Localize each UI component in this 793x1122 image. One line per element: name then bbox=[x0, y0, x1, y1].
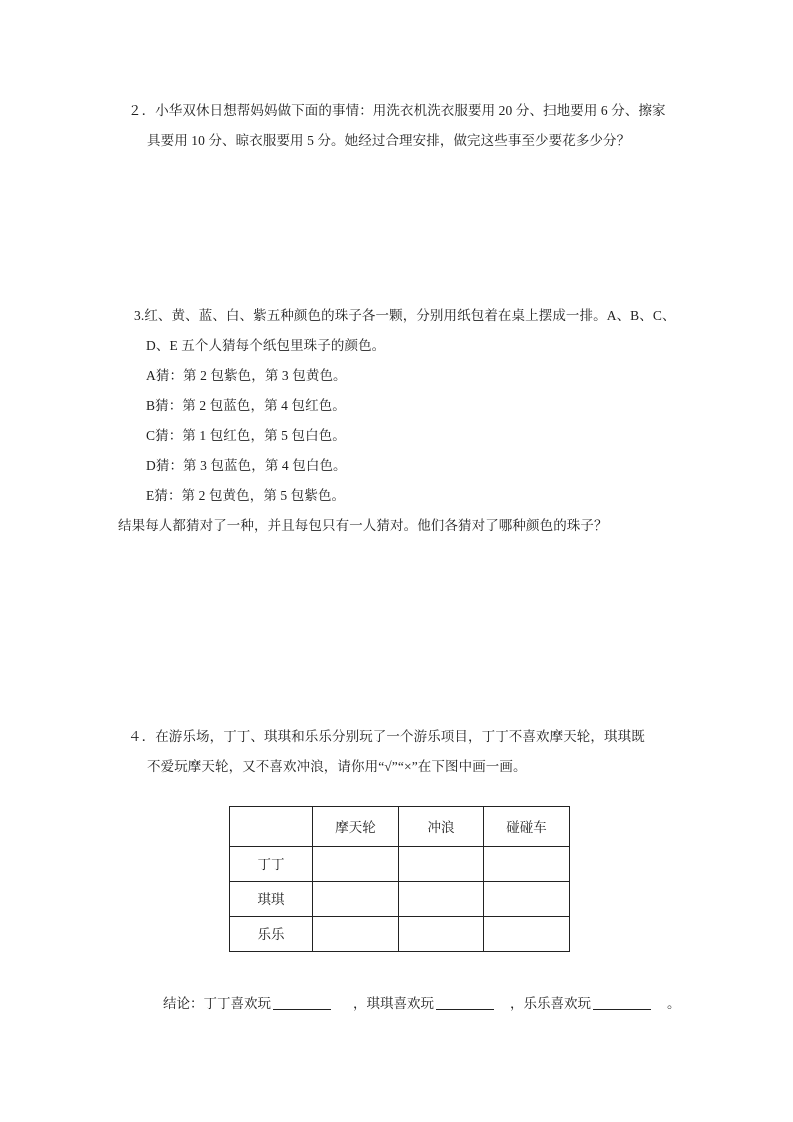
question-3-conclusion-line: 结果每人都猜对了一种，并且每包只有一人猜对。他们各猜对了哪种颜色的珠子？ bbox=[118, 518, 608, 533]
question-3-guess-b: B猜：第 2 包蓝色，第 4 包红色。 bbox=[146, 398, 346, 413]
question-4-conclusion bbox=[163, 992, 681, 1016]
amusement-ride-table bbox=[229, 806, 570, 952]
table-row-label-lele: 乐乐 bbox=[230, 917, 313, 952]
table-row bbox=[230, 917, 570, 952]
table-cell-qiqi-surfing[interactable] bbox=[399, 882, 484, 917]
conclusion-blank-1[interactable] bbox=[273, 995, 331, 1010]
table-header-surfing: 冲浪 bbox=[399, 807, 484, 847]
table-cell-dingding-ferris-wheel[interactable] bbox=[313, 847, 399, 882]
conclusion-blank-3[interactable] bbox=[593, 995, 651, 1010]
question-3-guess-c: C猜：第 1 包红色，第 5 包白色。 bbox=[146, 428, 346, 443]
conclusion-blank-2[interactable] bbox=[436, 995, 494, 1010]
table-header-row bbox=[230, 807, 570, 847]
question-4-line-2: 不爱玩摩天轮，又不喜欢冲浪，请你用“√”“×”在下图中画一画。 bbox=[147, 759, 527, 774]
conclusion-mid-1: ，琪琪喜欢玩 bbox=[353, 996, 434, 1011]
table-cell-lele-ferris-wheel[interactable] bbox=[313, 917, 399, 952]
table-cell-qiqi-bumper-car[interactable] bbox=[484, 882, 570, 917]
table-cell-dingding-bumper-car[interactable] bbox=[484, 847, 570, 882]
table-cell-dingding-surfing[interactable] bbox=[399, 847, 484, 882]
question-3-line-1: 3.红、黄、蓝、白、紫五种颜色的珠子各一颗，分别用纸包着在桌上摆成一排。A、B、C、 bbox=[134, 308, 676, 323]
table-cell-lele-surfing[interactable] bbox=[399, 917, 484, 952]
conclusion-mid-2: ，乐乐喜欢玩 bbox=[510, 996, 591, 1011]
question-3-block bbox=[118, 301, 688, 541]
question-3-guess-a: A猜：第 2 包紫色，第 3 包黄色。 bbox=[146, 368, 347, 383]
question-2-block bbox=[128, 96, 688, 156]
question-3-guess-e: E猜：第 2 包黄色，第 5 包紫色。 bbox=[146, 488, 346, 503]
conclusion-suffix: 。 bbox=[667, 996, 681, 1011]
question-2-line-1: ２．小华双休日想帮妈妈做下面的事情：用洗衣机洗衣服要用 20 分、扫地要用 6 分、擦家 bbox=[128, 103, 666, 118]
table-row-label-dingding: 丁丁 bbox=[230, 847, 313, 882]
question-3-line-2: D、E 五个人猜每个纸包里珠子的颜色。 bbox=[146, 338, 386, 353]
table-row-label-qiqi: 琪琪 bbox=[230, 882, 313, 917]
table-row bbox=[230, 882, 570, 917]
table-row bbox=[230, 847, 570, 882]
question-3-guess-d: D猜：第 3 包蓝色，第 4 包白色。 bbox=[146, 458, 347, 473]
table-cell-qiqi-ferris-wheel[interactable] bbox=[313, 882, 399, 917]
question-4-line-1: ４．在游乐场，丁丁、琪琪和乐乐分别玩了一个游乐项目，丁丁不喜欢摩天轮，琪琪既 bbox=[128, 729, 645, 744]
table-header-bumper-car: 碰碰车 bbox=[484, 807, 570, 847]
table-cell-lele-bumper-car[interactable] bbox=[484, 917, 570, 952]
table-corner-cell bbox=[230, 807, 313, 847]
question-4-block bbox=[128, 722, 698, 782]
table-header-ferris-wheel: 摩天轮 bbox=[313, 807, 399, 847]
conclusion-prefix: 结论：丁丁喜欢玩 bbox=[163, 996, 271, 1011]
question-2-line-2: 具要用 10 分、晾衣服要用 5 分。她经过合理安排，做完这些事至少要花多少分？ bbox=[147, 133, 631, 148]
